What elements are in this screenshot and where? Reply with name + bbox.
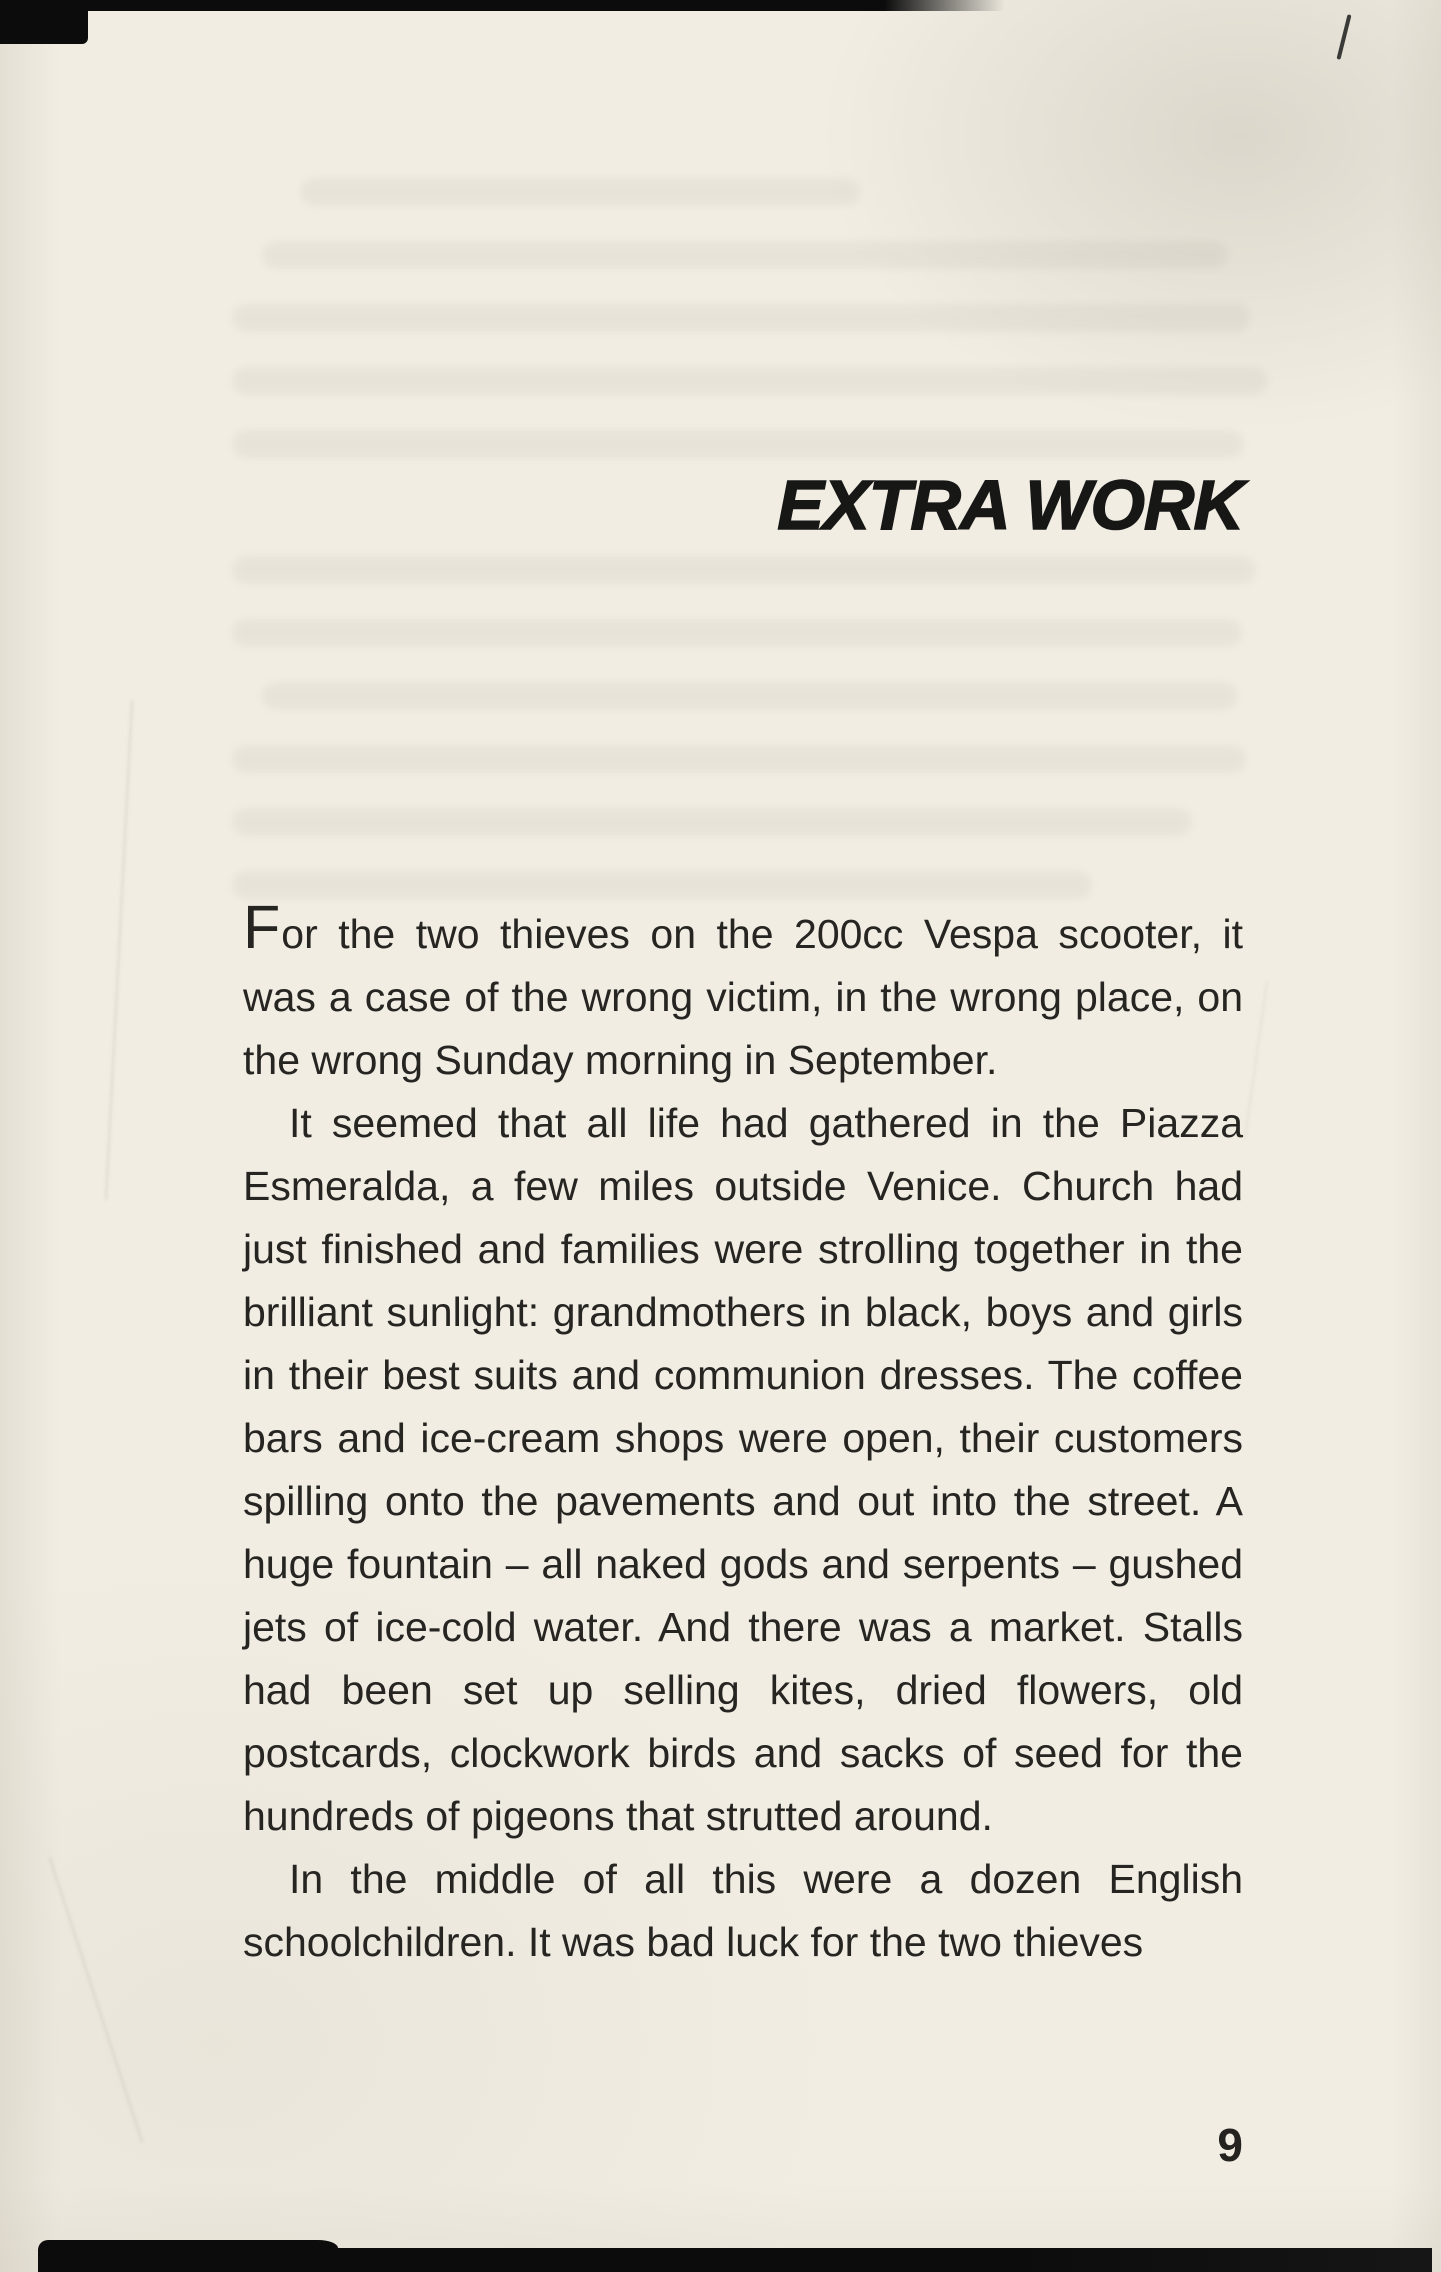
paragraph-piazza: It seemed that all life had gathered in the Piazza Esmeralda, a few miles outside Venice. Church had just finished and families were strolling together in the brilliant sunlight: grandmothers in black, boys and girls in their best suits and communion dresses. The coffee bars and ice-cream shops were open, their customers spilling onto the pavements and out into the street. A huge fountain – all naked gods and serpents – gushed jets of ice-cold water. And there was a market. Stalls had been set up selling kites, dried flowers, old postcards, clockwork birds and sacks of seed for the hundreds of pigeons that strutted around. [243,1100,1243,1839]
dropcap-initial: F [243,893,282,961]
paper-crease [1244,981,1268,1140]
page-number: 9 [1217,2119,1243,2171]
chapter-title: EXTRA WORK [777,466,1243,544]
scan-artifact-top-left-block [0,0,88,44]
body-text [243,893,1243,1974]
paper-crease [49,1857,144,2143]
scan-artifact-bottom-strip [38,2248,1432,2272]
scan-artifact-top-strip [0,0,1005,11]
scan-artifact-slash-mark [1336,14,1351,60]
paragraph-opening-text: or the two thieves on the 200cc Vespa scooter, it was a case of the wrong victim, in the wrong place, on the wrong Sunday morning in September. [243,911,1243,1083]
paragraph-schoolchildren: In the middle of all this were a dozen English schoolchildren. It was bad luck for the two thieves [243,1856,1243,1965]
paper-crease [105,700,133,1199]
paragraph-opening [243,893,1243,1092]
